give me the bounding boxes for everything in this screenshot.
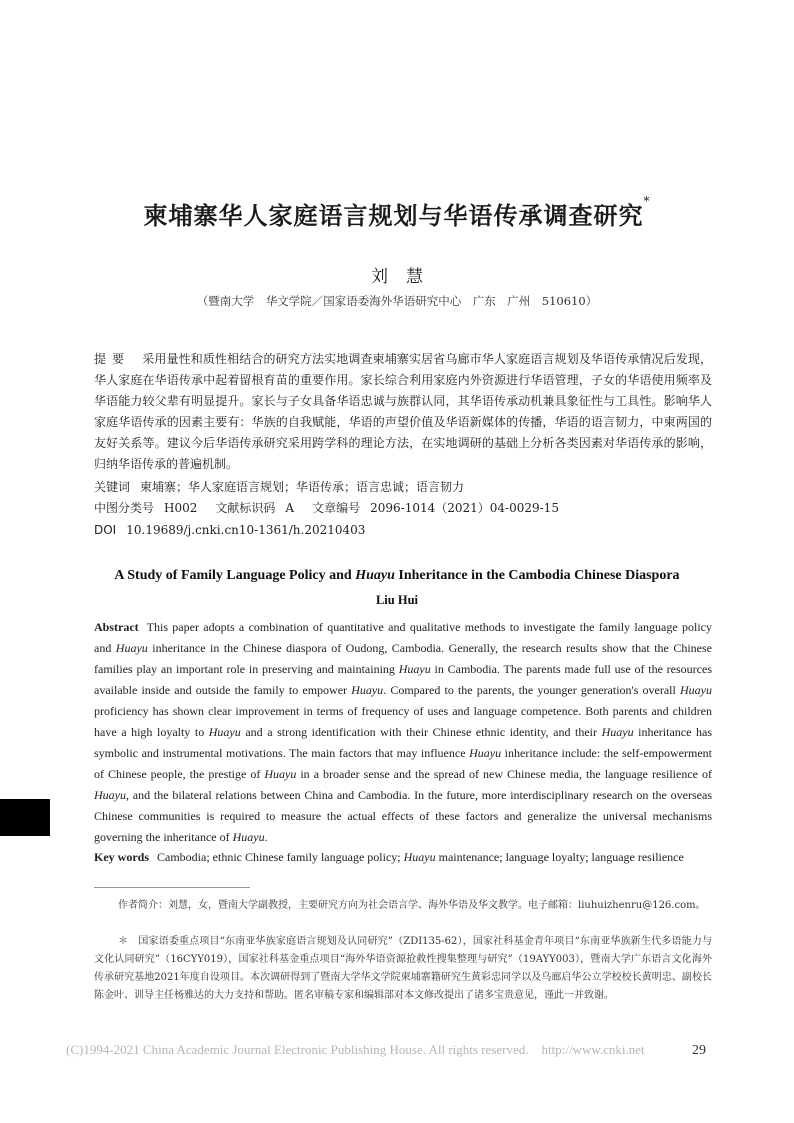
text-run: inheritance include: the self-empowerment of Chinese people, the prestige of <box>94 746 712 781</box>
english-title-part: Inheritance in the Cambodia Chinese Diaspora <box>394 568 680 583</box>
italic-term: Huayu <box>115 641 148 655</box>
italic-term: Huayu <box>601 725 634 739</box>
abstract-cn <box>94 349 712 475</box>
english-keywords-text <box>157 850 684 864</box>
copyright-watermark: (C)1994-2021 China Academic Journal Electronic Publishing House. All rights reserved. http://www.cnki.net <box>66 1042 645 1057</box>
author-footnote: 作者简介：刘慧，女，暨南大学副教授，主要研究方向为社会语言学、海外华语及华文教学。电子邮箱：liuhuizhenru@126.com。 <box>118 900 706 911</box>
footnote-divider <box>94 887 250 888</box>
author-name-cn: 刘慧 <box>371 267 441 287</box>
italic-term: Huayu <box>680 683 712 697</box>
text-run: and a strong identification with their Chinese ethnic identity, and their <box>240 725 602 739</box>
italic-term: Huayu <box>469 746 502 760</box>
article-number-label: 文章编号 <box>312 501 361 515</box>
text-run: in Cambodia. The parents made full use of the resources available inside and outside the family to empower <box>94 662 712 697</box>
english-abstract <box>94 617 712 848</box>
doc-code-label: 文献标识码 <box>215 501 276 515</box>
english-author: Liu Hui <box>375 593 419 607</box>
english-abstract-label: Abstract <box>94 620 139 634</box>
english-keywords <box>94 850 734 865</box>
paper-title <box>0 196 794 231</box>
text-run: . <box>264 830 268 844</box>
doi-value: 10.19689/j.cnki.cn10-1361/h.20210403 <box>126 523 366 537</box>
abstract-cn-text: 采用量性和质性相结合的研究方法实地调查柬埔寨实居省乌廊市华人家庭语言规划及华语传承情况后发现，华人家庭在华语传承中起着留根育苗的重要作用。家长综合利用家庭内外资源进行华语管理，子女的华语使用频率及华语能力较父辈有明显提升。家长与子女具备华语忠诚与族群认同，其华语传承动机兼具象征性与工具性。影响华人家庭华语传承的因素主要有：华族的自我赋能，华语的声望价值及华语新媒体的传播，华语的语言韧力，中柬两国的友好关系等。建议今后华语传承研究采用跨学科的理论方法，在实地调研的基础上分析各类因素对华语传承的影响，归纳华语传承的普遍机制。 <box>94 352 712 471</box>
text-run: proficiency has shown clear improvement in terms of frequency of uses and language competence. Both parents and children have a high loyalty to <box>94 704 712 739</box>
text-run: Cambodia; ethnic Chinese family language policy; <box>157 850 404 864</box>
clc-value: H002 <box>164 501 198 515</box>
english-abstract-text <box>94 620 712 844</box>
english-title-italic: Huayu <box>355 568 395 583</box>
text-run: inheritance in the Chinese diaspora of Oudong, Cambodia. Generally, the research results show that the Chinese families play an important role in preserving and maintaining <box>94 641 712 676</box>
author-affiliation: （暨南大学 华文学院／国家语委海外华语研究中心 广东 广州 510610） <box>196 294 598 308</box>
doi-label: DOI <box>94 523 117 537</box>
text-run: This paper adopts a combination of quantitative and qualitative methods to investigate the family language policy and <box>94 620 712 655</box>
title-footnote-mark: * <box>643 194 651 208</box>
italic-term: Huayu <box>398 662 431 676</box>
italic-term: Huayu <box>208 725 241 739</box>
article-number-value: 2096-1014（2021）04-0029-15 <box>370 501 559 515</box>
text-run: maintenance; language loyalty; language resilience <box>435 850 684 864</box>
abstract-cn-label: 提要 <box>94 352 131 366</box>
english-title <box>0 568 794 584</box>
clc-label: 中图分类号 <box>94 501 155 515</box>
keywords-cn-label: 关键词 <box>94 480 131 494</box>
paper-title-text: 柬埔寨华人家庭语言规划与华语传承调查研究 <box>143 201 644 230</box>
english-title-part: A Study of Family Language Policy and <box>114 568 356 583</box>
italic-term: Huayu <box>232 830 265 844</box>
keywords-cn <box>94 478 464 496</box>
funding-footnote: ＊ 国家语委重点项目“东南亚华族家庭语言规划及认同研究”（ZDI135-62），国家社科基金青年项目“东南亚华族新生代多语能力与文化认同研究”（16CYY019），国家社科基金重点项目“海外华语资源抢救性搜集整理与研究”（19AYY003），暨南大学广东语言文化海外传承研究基地2021年度自设项目。本次调研得到了暨南大学华文学院柬埔寨籍研究生黄彩忠同学以及乌廊启华公立学校校长黄明忠、副校长陈金叶、训导主任杨雅达的大力支持和帮助。匿名审稿专家和编辑部对本文修改提出了诸多宝贵意见，谨此一并致谢。 <box>94 936 712 1001</box>
classification-line <box>94 499 559 517</box>
italic-term: Huayu <box>403 850 436 864</box>
page-number: 29 <box>692 1043 706 1058</box>
text-run: in a broader sense and the spread of new Chinese media, the language resilience of <box>296 767 712 781</box>
keywords-cn-text: 柬埔寨；华人家庭语言规划；华语传承；语言忠诚；语言韧力 <box>140 480 465 494</box>
doi-line <box>94 521 365 539</box>
doc-code-value: A <box>285 501 295 515</box>
text-run: , and the bilateral relations between China and Cambodia. In the future, more interdisciplinary research on the overseas Chinese communities is required to measure the actual effects of these factors and generalize the universal mechanisms governing the inheritance of <box>94 788 712 844</box>
italic-term: Huayu <box>351 683 384 697</box>
text-run: inheritance has symbolic and instrumental motivations. The main factors that may influence <box>94 725 712 760</box>
page-edge-tab <box>0 799 50 836</box>
english-keywords-label: Key words <box>94 850 149 864</box>
italic-term: Huayu <box>94 788 126 802</box>
italic-term: Huayu <box>264 767 297 781</box>
text-run: . Compared to the parents, the younger generation's overall <box>383 683 680 697</box>
